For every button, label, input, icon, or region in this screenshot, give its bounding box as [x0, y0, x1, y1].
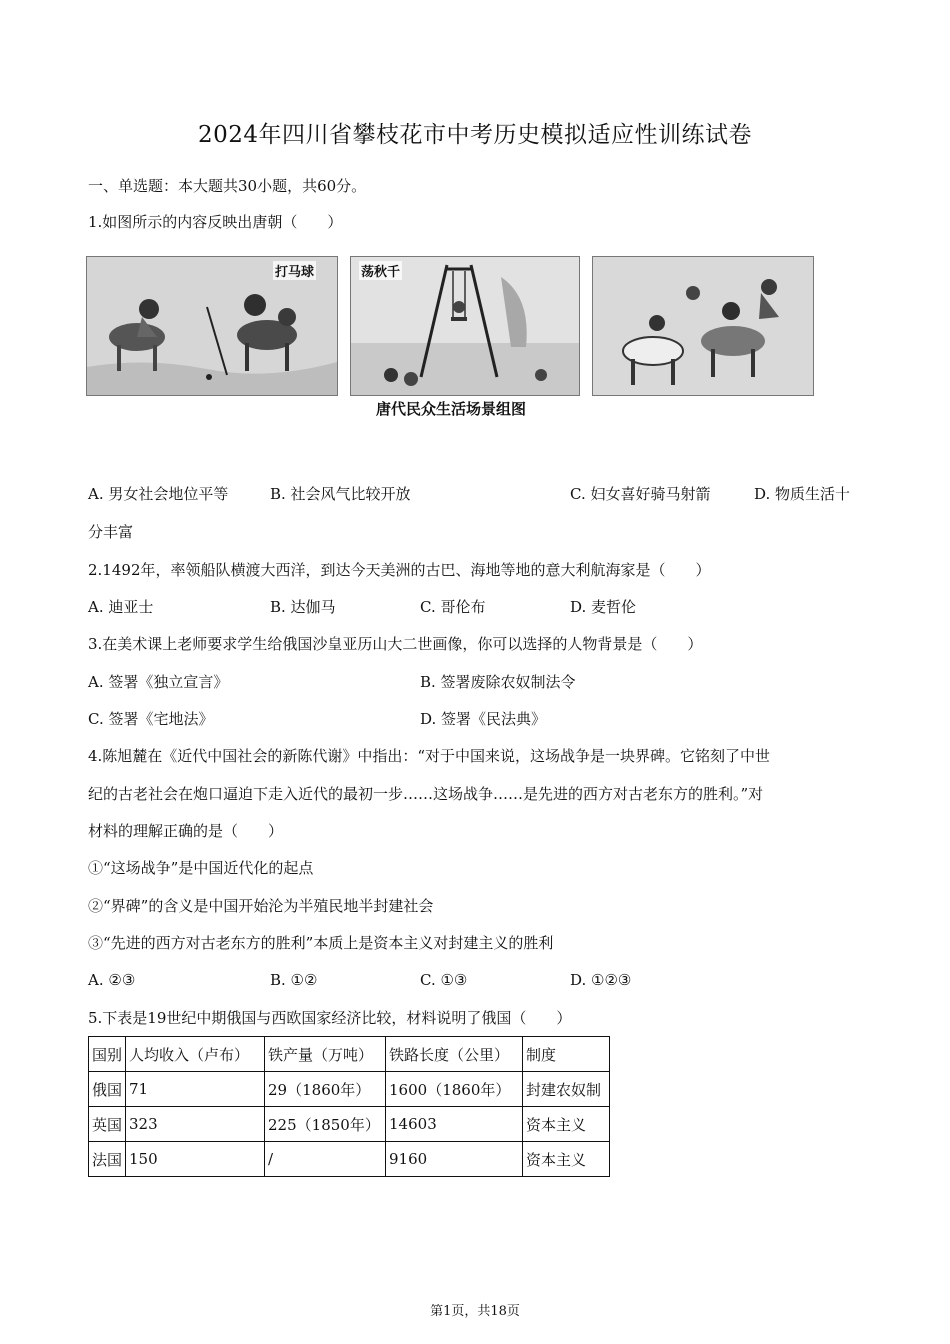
q4-stem-line-3: 材料的理解正确的是（ ）: [88, 822, 284, 840]
table-cell: 资本主义: [523, 1107, 610, 1142]
q3-stem: 3.在美术课上老师要求学生给俄国沙皇亚历山大二世画像，你可以选择的人物背景是（ ）: [88, 635, 703, 653]
exam-title: 2024年四川省攀枝花市中考历史模拟适应性训练试卷: [197, 122, 753, 148]
q1-option-a[interactable]: A. 男女社会地位平等: [88, 485, 229, 503]
figure-caption: 唐代民众生活场景组图: [375, 400, 526, 418]
q4-option-d[interactable]: D. ①②③: [570, 971, 632, 989]
q4-option-c[interactable]: C. ①③: [420, 971, 468, 989]
q2-option-c[interactable]: C. 哥伦布: [420, 598, 486, 616]
q4-option-b[interactable]: B. ①②: [270, 971, 318, 989]
table-cell: 1600（1860年）: [386, 1072, 523, 1107]
swing-label: 荡秋千: [359, 261, 402, 280]
q2-option-a[interactable]: A. 迪亚士: [88, 598, 154, 616]
table-cell: 资本主义: [523, 1142, 610, 1177]
table-cell: /: [265, 1142, 386, 1177]
table-cell: 法国: [89, 1142, 126, 1177]
section-heading: 一、单选题：本大题共30小题，共60分。: [88, 177, 367, 195]
q4-statement-3: ③“先进的西方对古老东方的胜利”本质上是资本主义对封建主义的胜利: [88, 934, 554, 952]
riding-image: [592, 256, 814, 396]
q4-stem-line-2: 纪的古老社会在炮口逼迫下走入近代的最初一步……这场战争……是先进的西方对古老东方的胜利。”对: [88, 785, 764, 803]
q3-option-d[interactable]: D. 签署《民法典》: [420, 710, 547, 728]
table-cell: 225（1850年）: [265, 1107, 386, 1142]
q2-stem: 2.1492年，率领船队横渡大西洋，到达今天美洲的古巴、海地等地的意大利航海家是（ ）: [88, 561, 711, 579]
table-header-cell: 铁产量（万吨）: [265, 1037, 386, 1072]
economy-comparison-table: [88, 1036, 610, 1177]
q1-option-d[interactable]: D. 物质生活十: [754, 485, 851, 503]
table-cell: 71: [126, 1072, 265, 1107]
table-cell: 俄国: [89, 1072, 126, 1107]
table-header-cell: 铁路长度（公里）: [386, 1037, 523, 1072]
q3-option-b[interactable]: B. 签署废除农奴制法令: [420, 673, 576, 691]
table-header-cell: 制度: [523, 1037, 610, 1072]
q3-option-c[interactable]: C. 签署《宅地法》: [88, 710, 214, 728]
table-cell: 323: [126, 1107, 265, 1142]
q3-option-a[interactable]: A. 签署《独立宣言》: [88, 673, 229, 691]
q1-option-b[interactable]: B. 社会风气比较开放: [270, 485, 411, 503]
q4-option-a[interactable]: A. ②③: [88, 971, 136, 989]
q2-option-d[interactable]: D. 麦哲伦: [570, 598, 637, 616]
polo-image: [86, 256, 338, 396]
table-cell: 29（1860年）: [265, 1072, 386, 1107]
table-header-cell: 人均收入（卢布）: [126, 1037, 265, 1072]
q2-option-b[interactable]: B. 达伽马: [270, 598, 336, 616]
table-row: [89, 1072, 610, 1107]
q1-stem: 1.如图所示的内容反映出唐朝（ ）: [88, 213, 343, 231]
q1-option-c[interactable]: C. 妇女喜好骑马射箭: [570, 485, 711, 503]
table-cell: 14603: [386, 1107, 523, 1142]
table-cell: 英国: [89, 1107, 126, 1142]
polo-label: 打马球: [273, 261, 316, 280]
table-row: [89, 1107, 610, 1142]
table-row: [89, 1142, 610, 1177]
q1-figure: [86, 256, 816, 426]
swing-image: [350, 256, 580, 396]
table-cell: 150: [126, 1142, 265, 1177]
q5-stem: 5.下表是19世纪中期俄国与西欧国家经济比较，材料说明了俄国（ ）: [88, 1009, 572, 1027]
q1-option-d-wrap: 分丰富: [88, 523, 134, 541]
table-header-cell: 国别: [89, 1037, 126, 1072]
table-cell: 封建农奴制: [523, 1072, 610, 1107]
q4-statement-1: ①“这场战争”是中国近代化的起点: [88, 859, 314, 877]
page-footer: 第1页，共18页: [430, 1304, 520, 1319]
table-header-row: [89, 1037, 610, 1072]
q4-statement-2: ②“界碑”的含义是中国开始沦为半殖民地半封建社会: [88, 897, 434, 915]
q4-stem-line-1: 4.陈旭麓在《近代中国社会的新陈代谢》中指出：“对于中国来说，这场战争是一块界碑。它铭刻了中世: [88, 747, 770, 765]
table-cell: 9160: [386, 1142, 523, 1177]
